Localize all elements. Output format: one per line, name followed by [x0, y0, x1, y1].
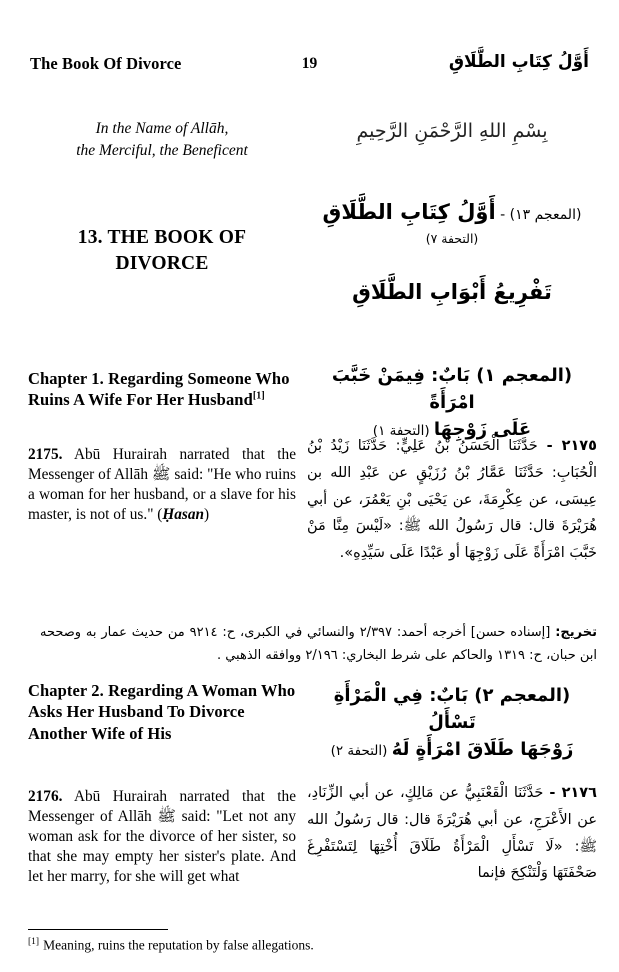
hadith-2175-text-english: Abū Hurairah narrated that the Messenger of Allāh ﷺ said: "He who ruins a woman for her husband, or a slave for his master, is not of us." ( — [28, 446, 296, 523]
book-title-arabic — [307, 200, 597, 224]
chapter-2-title-english: Chapter 2. Regarding A Woman Who Asks Her Husband To Divorce Another Wife of His — [28, 681, 296, 743]
chapter-2-tuhfa-reference: (التحفة ٢) — [330, 743, 388, 759]
chapter-2-arabic-line2: زَوْجَهَا طَلَاقَ امْرَأَةٍ لَهُ — [391, 739, 574, 760]
book-title-english — [28, 225, 296, 278]
hadith-2176-number-english: 2176. — [28, 788, 63, 805]
chapter-1-heading-english — [28, 368, 296, 411]
chapter-1-title-english: Chapter 1. Regarding Someone Who Ruins A Wife For Her Husband — [28, 369, 290, 410]
basmala-english-line1: In the Name of Allāh, — [95, 120, 229, 137]
hadith-2175-number-english: 2175. — [28, 446, 63, 463]
hadith-2176-text-arabic: حَدَّثَنَا الْقَعْنَبِيُّ عن مَالِكٍ، عن أبي الزِّنَادِ، عن الأَعْرَجِ، عن أبي هُرَيْرَةَ قال: قال رَسُولُ الله ﷺ: «لَا تَسْأَلِ الْمَرْأَةُ طَلَاقَ أُخْتِهَا لِتَسْتَفْرِغَ صَحْفَتَهَا وَلْتَنْكِحَ فإنما — [307, 785, 597, 882]
english-column — [28, 100, 297, 885]
takhrij-text: [إسناده حسن] أخرجه أحمد: ٢/٣٩٧ والنسائي في الكبرى، ح: ٩٢١٤ من حديث عمار به وصححه ابن حبان، ح: ١٣١٩ والحاكم على شرط البخاري: ٢/١٩٦ ووافقه الذهبي . — [40, 625, 597, 663]
takhrij-label: تخريج: — [555, 625, 597, 640]
footnote-entry-1 — [28, 936, 588, 954]
book-title-arabic-prefix: (المعجم ١٣) - — [495, 207, 582, 223]
running-head — [30, 54, 589, 78]
running-head-right-title-arabic: أَوَّلُ كِتَابِ الطَّلَاقِ — [448, 52, 589, 72]
chapter-2-heading-english — [28, 680, 296, 744]
chapter-1-arabic-line2: عَلَى زَوْجِهَا — [433, 419, 532, 440]
footnote-separator-rule — [28, 929, 168, 930]
footnote-text: Meaning, ruins the reputation by false allegations. — [43, 937, 314, 953]
basmala-english-line2: the Merciful, the Beneficent — [76, 142, 248, 160]
footnote-area — [28, 929, 588, 954]
hadith-2176-arabic — [307, 772, 597, 887]
hadith-2175-english — [28, 435, 296, 525]
chapter-1-arabic-line1-prefix: (المعجم ١) بَابٌ: فِيمَنْ خَبَّبَ امْرَأَةً — [331, 365, 573, 413]
hadith-2176-english — [28, 777, 296, 886]
book-title-tuhfa-reference: (التحفة ٧) — [425, 231, 479, 246]
chapter-1-footnote-marker[interactable]: [1] — [252, 390, 265, 402]
hadith-2176-number-arabic: ٢١٧٦ - — [543, 785, 597, 801]
hadith-2175-tail: ) — [204, 505, 210, 523]
book-title-english-line1: 13. THE BOOK OF — [77, 226, 247, 248]
running-head-left-title: The Book Of Divorce — [30, 54, 182, 73]
basmala-english — [28, 118, 296, 163]
book-title-english-line2: DIVORCE — [115, 253, 209, 275]
page-number: 19 — [301, 55, 318, 72]
hadith-2175-arabic — [307, 425, 597, 567]
chapter-2-arabic-line1: (المعجم ٢) بَابٌ: فِي الْمَرْأَةِ تَسْأَلُ — [333, 685, 571, 733]
chapter-2-heading-arabic — [307, 682, 597, 763]
hadith-2175-grading: Ḥasan — [162, 505, 205, 523]
takhrij-block — [40, 622, 597, 668]
hadith-2176-text-english: Abū Hurairah narrated that the Messenger of Allāh ﷺ said: "Let not any woman ask for the divorce of her sister, so that she may empty her sister's plate. And let her marry, for she will get what — [28, 788, 297, 885]
hadith-2175-number-arabic: ٢١٧٥ - — [537, 438, 597, 454]
section-title-arabic: تَفْرِيعُ أَبْوَابِ الطَّلَاقِ — [352, 280, 552, 304]
footnote-marker: [1] — [28, 936, 40, 947]
hadith-2175-text-arabic: حَدَّثَنَا الْحَسَنُ بْنُ عَلِيٍّ: حَدَّثَنَا زَيْدُ بْنُ الْحُبَابِ: حَدَّثَنَا عَمَّارُ بْنُ رُزَيْقٍ عن عَبْدِ الله بن عِيسَى، عن عِكْرِمَةَ، عن يَحْيَى بْنِ يَعْمُرَ، عن أبي هُرَيْرَةَ قال: قال رَسُولُ الله ﷺ: «لَيْسَ مِنَّا مَنْ خَبَّبَ امْرَأَةً عَلَى زَوْجِهَا أو عَبْدًا عَلَى سَيِّدِهِ». — [307, 438, 597, 562]
basmala-arabic: بِسْمِ اللهِ الرَّحْمَنِ الرَّحِيمِ — [356, 120, 548, 142]
book-title-arabic-main: أَوَّلُ كِتَابِ الطَّلَاقِ — [322, 200, 496, 224]
chapter-1-tuhfa-reference: (التحفة ١) — [372, 423, 430, 439]
